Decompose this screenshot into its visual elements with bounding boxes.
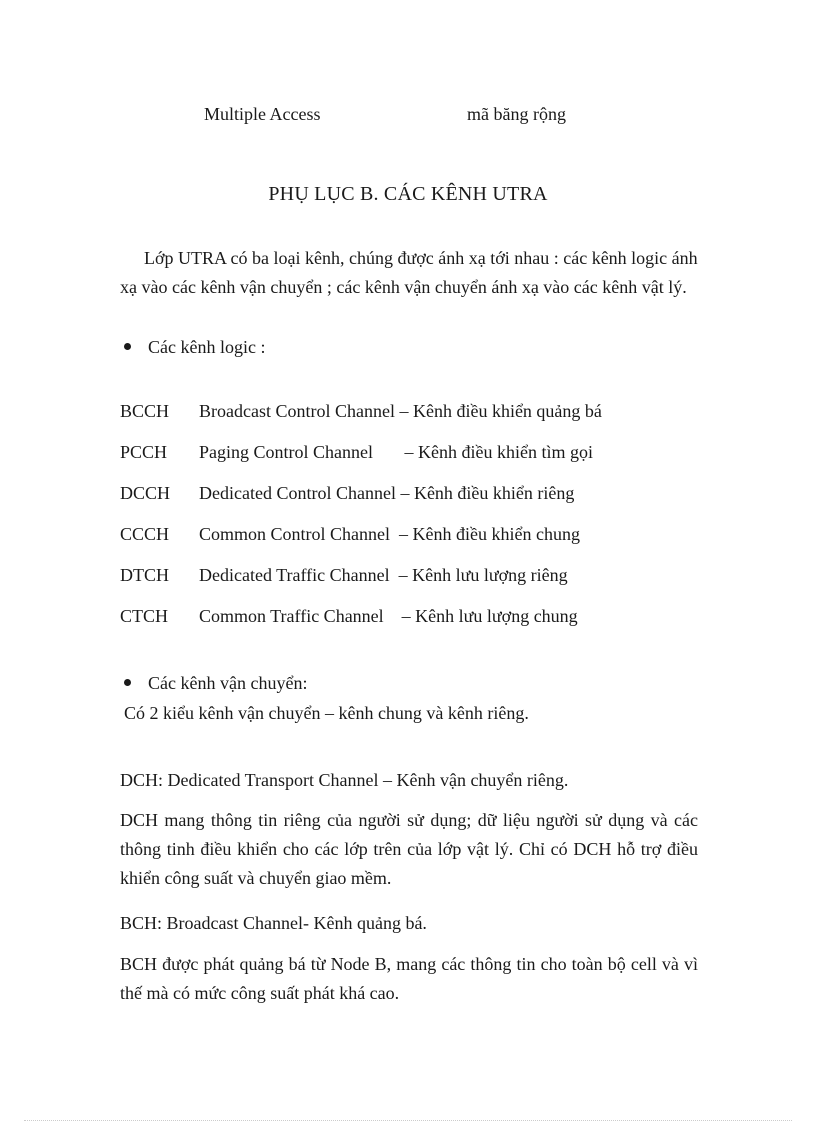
bullet-transport-channels — [124, 673, 307, 694]
channel-code: DCCH — [120, 483, 171, 503]
intro-paragraph: Lớp UTRA có ba loại kênh, chúng được ánh xạ tới nhau : các kênh logic ánh xạ vào các kênh vận chuyển ; các kênh vận chuyển ánh xạ vào các kênh vật lý. — [120, 248, 698, 297]
channel-row — [0, 483, 816, 507]
bullet-logic-channels — [124, 337, 265, 358]
channel-row — [0, 565, 816, 589]
channel-row — [0, 524, 816, 548]
channel-code: DTCH — [120, 565, 169, 585]
channel-desc: Dedicated Control Channel – Kênh điều khiển riêng — [199, 483, 575, 503]
channel-code: BCCH — [120, 401, 170, 421]
channel-desc: Common Control Channel – Kênh điều khiển chung — [199, 524, 580, 544]
page-bottom-divider — [24, 1120, 792, 1121]
channel-code: CCCH — [120, 524, 170, 544]
header-left: Multiple Access — [204, 104, 321, 124]
channel-desc: Paging Control Channel – Kênh điều khiển tìm gọi — [199, 442, 593, 462]
page-title: PHỤ LỤC B. CÁC KÊNH UTRA — [268, 183, 548, 205]
bch-paragraph: BCH được phát quảng bá từ Node B, mang các thông tin cho toàn bộ cell và vì thế mà có mức công suất phát khá cao. — [120, 954, 698, 1003]
bullet-transport-label: Các kênh vận chuyển: — [148, 673, 308, 693]
channel-desc: Common Traffic Channel – Kênh lưu lượng chung — [199, 606, 578, 626]
bullet-icon — [124, 343, 131, 350]
dch-heading: DCH: Dedicated Transport Channel – Kênh vận chuyển riêng. — [120, 770, 569, 790]
channel-row — [0, 606, 816, 630]
channel-code: CTCH — [120, 606, 169, 626]
channel-desc: Broadcast Control Channel – Kênh điều khiển quảng bá — [199, 401, 602, 421]
header-right: mã băng rộng — [467, 104, 566, 124]
channel-code: PCCH — [120, 442, 168, 462]
channel-desc: Dedicated Traffic Channel – Kênh lưu lượng riêng — [199, 565, 568, 585]
transport-intro: Có 2 kiểu kênh vận chuyển – kênh chung và kênh riêng. — [124, 703, 529, 723]
channel-row — [0, 442, 816, 466]
bch-heading: BCH: Broadcast Channel- Kênh quảng bá. — [120, 913, 427, 933]
channel-row — [0, 401, 816, 425]
bullet-logic-label: Các kênh logic : — [148, 337, 266, 357]
dch-paragraph: DCH mang thông tin riêng của người sử dụng; dữ liệu người sử dụng và các thông tinh điều khiển cho các lớp trên của lớp vật lý. Chỉ có DCH hỗ trợ điều khiển công suất và chuyển giao mềm. — [120, 810, 698, 888]
bullet-icon — [124, 679, 131, 686]
